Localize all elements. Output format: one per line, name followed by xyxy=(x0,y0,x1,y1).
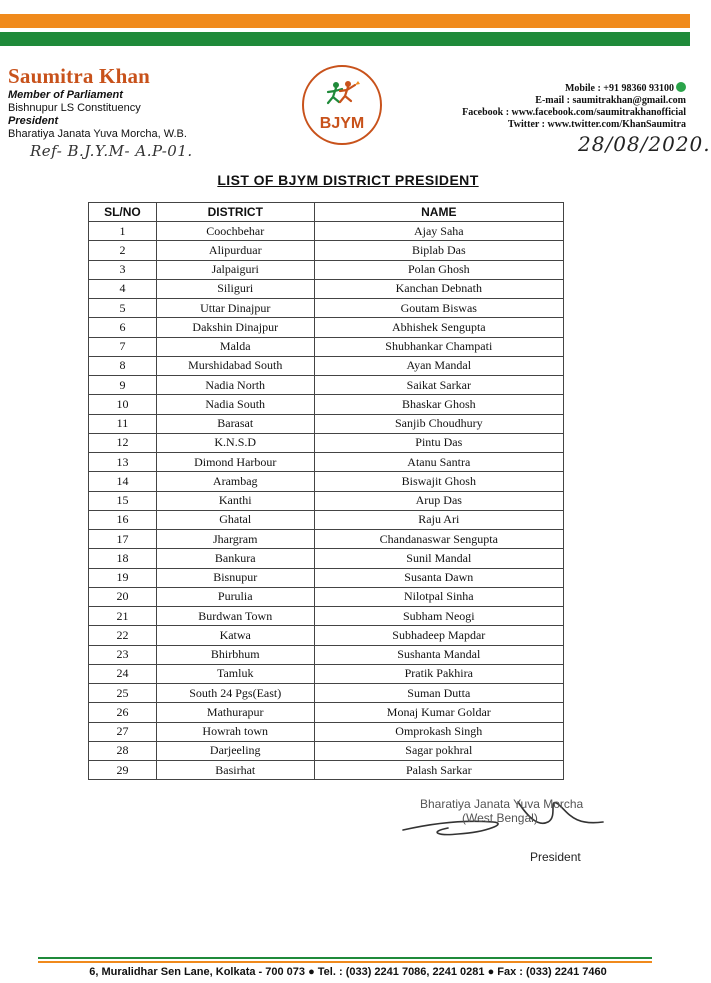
table-row xyxy=(89,260,564,279)
table-row xyxy=(89,684,564,703)
cell-district: Uttar Dinajpur xyxy=(156,299,314,318)
cell-district: Coochbehar xyxy=(156,222,314,241)
cell-district: Bhirbhum xyxy=(156,645,314,664)
cell-district: Burdwan Town xyxy=(156,607,314,626)
cell-district: Bankura xyxy=(156,549,314,568)
document-title xyxy=(0,172,696,190)
footer-orange-rule xyxy=(38,961,652,963)
member-role: President xyxy=(8,115,59,127)
whatsapp-icon xyxy=(676,82,686,92)
table-row xyxy=(89,549,564,568)
cell-sl-no: 29 xyxy=(89,761,157,780)
cell-sl-no: 2 xyxy=(89,241,157,260)
cell-sl-no: 7 xyxy=(89,337,157,356)
cell-district: Nadia South xyxy=(156,395,314,414)
table-row xyxy=(89,626,564,645)
cell-name: Polan Ghosh xyxy=(314,260,563,279)
cell-sl-no: 13 xyxy=(89,453,157,472)
cell-district: Barasat xyxy=(156,414,314,433)
member-constituency: Bishnupur LS Constituency xyxy=(8,102,141,114)
organization-stamp xyxy=(420,797,583,825)
cell-sl-no: 16 xyxy=(89,510,157,529)
cell-sl-no: 4 xyxy=(89,279,157,298)
contact-facebook: Facebook : www.facebook.com/saumitrakhanofficial xyxy=(462,107,686,118)
header-district: DISTRICT xyxy=(156,203,314,222)
cell-sl-no: 1 xyxy=(89,222,157,241)
cell-name: Omprokash Singh xyxy=(314,722,563,741)
cell-name: Shubhankar Champati xyxy=(314,337,563,356)
cell-name: Ayan Mandal xyxy=(314,356,563,375)
header-name: NAME xyxy=(314,203,563,222)
cell-sl-no: 19 xyxy=(89,568,157,587)
cell-district: Nadia North xyxy=(156,376,314,395)
cell-district: Katwa xyxy=(156,626,314,645)
table-row xyxy=(89,414,564,433)
cell-district: Basirhat xyxy=(156,761,314,780)
contact-twitter: Twitter : www.twitter.com/KhanSaumitra xyxy=(507,119,686,130)
header-green-band xyxy=(0,32,690,46)
table-row xyxy=(89,318,564,337)
table-row xyxy=(89,703,564,722)
table-row xyxy=(89,395,564,414)
cell-name: Monaj Kumar Goldar xyxy=(314,703,563,722)
cell-district: Siliguri xyxy=(156,279,314,298)
cell-name: Pratik Pakhira xyxy=(314,664,563,683)
cell-district: Arambag xyxy=(156,472,314,491)
cell-district: Murshidabad South xyxy=(156,356,314,375)
table-row xyxy=(89,568,564,587)
table-row xyxy=(89,761,564,780)
table-row xyxy=(89,645,564,664)
table-row xyxy=(89,530,564,549)
cell-name: Pintu Das xyxy=(314,433,563,452)
cell-sl-no: 17 xyxy=(89,530,157,549)
table-header-row xyxy=(89,203,564,222)
member-organization: Bharatiya Janata Yuva Morcha, W.B. xyxy=(8,128,187,140)
cell-sl-no: 24 xyxy=(89,664,157,683)
cell-sl-no: 14 xyxy=(89,472,157,491)
cell-sl-no: 10 xyxy=(89,395,157,414)
table-row xyxy=(89,491,564,510)
cell-district: Kanthi xyxy=(156,491,314,510)
cell-district: Alipurduar xyxy=(156,241,314,260)
cell-sl-no: 20 xyxy=(89,587,157,606)
cell-district: Dakshin Dinajpur xyxy=(156,318,314,337)
cell-sl-no: 21 xyxy=(89,607,157,626)
contact-mobile xyxy=(462,82,686,95)
cell-name: Susanta Dawn xyxy=(314,568,563,587)
cell-name: Subhadeep Mapdar xyxy=(314,626,563,645)
table-row xyxy=(89,587,564,606)
member-title: Member of Parliament xyxy=(8,89,123,101)
reference-number: Ref- B.J.Y.M- A.P-01. xyxy=(30,142,193,160)
cell-name: Atanu Santra xyxy=(314,453,563,472)
footer-address: 6, Muralidhar Sen Lane, Kolkata - 700 073 ● Tel. : (033) 2241 7086, 2241 0281 ● Fax : (033) 2241 7460 xyxy=(89,966,607,978)
cell-name: Arup Das xyxy=(314,491,563,510)
cell-district: Purulia xyxy=(156,587,314,606)
table-row xyxy=(89,356,564,375)
cell-sl-no: 6 xyxy=(89,318,157,337)
cell-name: Raju Ari xyxy=(314,510,563,529)
cell-name: Chandanaswar Sengupta xyxy=(314,530,563,549)
table-row xyxy=(89,222,564,241)
cell-name: Biswajit Ghosh xyxy=(314,472,563,491)
cell-name: Abhishek Sengupta xyxy=(314,318,563,337)
cell-sl-no: 9 xyxy=(89,376,157,395)
cell-district: South 24 Pgs(East) xyxy=(156,684,314,703)
table-row xyxy=(89,607,564,626)
running-figures-icon xyxy=(324,79,364,113)
cell-sl-no: 5 xyxy=(89,299,157,318)
cell-district: Jhargram xyxy=(156,530,314,549)
district-president-table xyxy=(88,202,564,780)
cell-district: Jalpaiguri xyxy=(156,260,314,279)
cell-name: Suman Dutta xyxy=(314,684,563,703)
signatory-title: President xyxy=(530,850,581,864)
table-body xyxy=(89,222,564,780)
table-row xyxy=(89,299,564,318)
table-row xyxy=(89,472,564,491)
cell-name: Goutam Biswas xyxy=(314,299,563,318)
cell-name: Saikat Sarkar xyxy=(314,376,563,395)
cell-name: Subham Neogi xyxy=(314,607,563,626)
bjym-logo xyxy=(302,65,382,145)
table-row xyxy=(89,279,564,298)
letterhead-identity xyxy=(8,64,187,141)
contact-block xyxy=(462,82,686,131)
cell-name: Bhaskar Ghosh xyxy=(314,395,563,414)
cell-sl-no: 26 xyxy=(89,703,157,722)
table-row xyxy=(89,376,564,395)
table-row xyxy=(89,337,564,356)
table-row xyxy=(89,664,564,683)
cell-name: Biplab Das xyxy=(314,241,563,260)
table-row xyxy=(89,741,564,760)
cell-district: Mathurapur xyxy=(156,703,314,722)
document-date: 28/08/2020. xyxy=(578,132,711,156)
mobile-text: Mobile : +91 98360 93100 xyxy=(564,83,674,94)
stamp-line-1: Bharatiya Janata Yuva Morcha xyxy=(420,797,584,811)
header-orange-band xyxy=(0,14,690,28)
cell-sl-no: 18 xyxy=(89,549,157,568)
cell-sl-no: 11 xyxy=(89,414,157,433)
cell-district: Bisnupur xyxy=(156,568,314,587)
cell-district: Howrah town xyxy=(156,722,314,741)
cell-sl-no: 27 xyxy=(89,722,157,741)
header-sl-no: SL/NO xyxy=(89,203,157,222)
cell-district: K.N.S.D xyxy=(156,433,314,452)
cell-name: Sushanta Mandal xyxy=(314,645,563,664)
cell-sl-no: 8 xyxy=(89,356,157,375)
cell-sl-no: 15 xyxy=(89,491,157,510)
cell-sl-no: 3 xyxy=(89,260,157,279)
table-row xyxy=(89,453,564,472)
cell-sl-no: 12 xyxy=(89,433,157,452)
footer-green-rule xyxy=(38,957,652,959)
cell-name: Sagar pokhral xyxy=(314,741,563,760)
cell-district: Malda xyxy=(156,337,314,356)
member-name: Saumitra Khan xyxy=(8,64,151,88)
cell-district: Dimond Harbour xyxy=(156,453,314,472)
cell-sl-no: 23 xyxy=(89,645,157,664)
cell-name: Palash Sarkar xyxy=(314,761,563,780)
logo-text: BJYM xyxy=(319,115,365,132)
cell-name: Nilotpal Sinha xyxy=(314,587,563,606)
cell-district: Ghatal xyxy=(156,510,314,529)
stamp-line-2: (West Bengal) xyxy=(462,811,538,825)
table-row xyxy=(89,433,564,452)
cell-sl-no: 28 xyxy=(89,741,157,760)
document-title-text: LIST OF BJYM DISTRICT PRESIDENT xyxy=(217,172,479,188)
cell-sl-no: 22 xyxy=(89,626,157,645)
table-row xyxy=(89,241,564,260)
cell-name: Kanchan Debnath xyxy=(314,279,563,298)
cell-name: Sunil Mandal xyxy=(314,549,563,568)
cell-district: Tamluk xyxy=(156,664,314,683)
cell-name: Ajay Saha xyxy=(314,222,563,241)
cell-sl-no: 25 xyxy=(89,684,157,703)
table-row xyxy=(89,510,564,529)
cell-district: Darjeeling xyxy=(156,741,314,760)
contact-email: E-mail : saumitrakhan@gmail.com xyxy=(535,95,686,106)
table-row xyxy=(89,722,564,741)
cell-name: Sanjib Choudhury xyxy=(314,414,563,433)
